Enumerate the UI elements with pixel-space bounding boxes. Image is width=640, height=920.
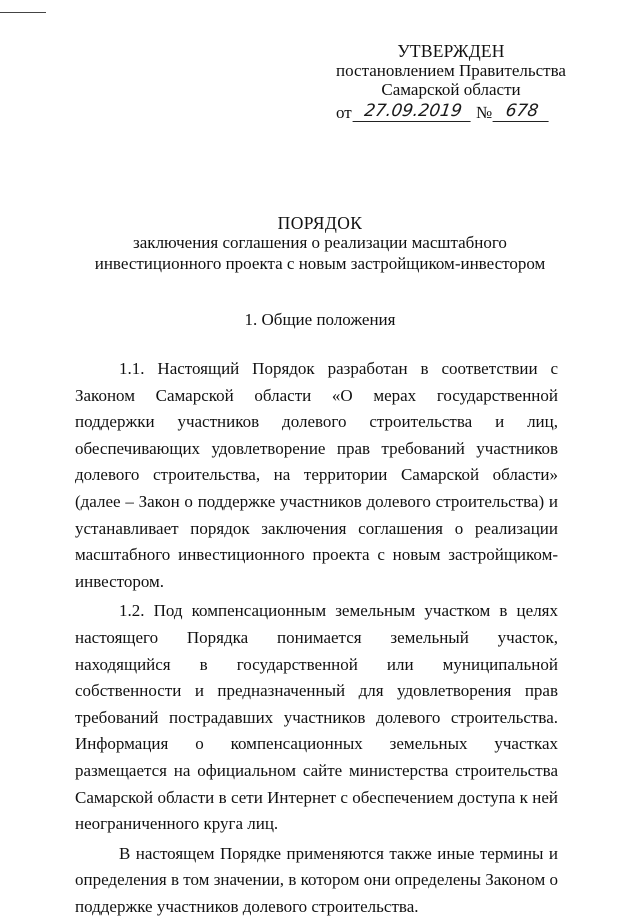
paragraph-terms: В настоящем Порядке применяются также иные термины и определения в том значении, в котором они определены Законом о поддержке участников долевого строительства. — [75, 843, 558, 916]
document-title: ПОРЯДОК — [277, 213, 363, 233]
approval-number-handwritten: 678 — [493, 101, 552, 122]
document-subtitle: заключения соглашения о реализации масштабного инвестиционного проекта с новым застройщиком-инвестором — [94, 233, 546, 273]
approval-date-handwritten: 27.09.2019 — [352, 101, 473, 122]
approval-number-label: № — [475, 103, 493, 122]
section-heading: 1. Общие положения — [244, 310, 396, 329]
approval-line-2: Самарской области — [381, 80, 521, 99]
approval-line-1: постановлением Правительства — [336, 61, 566, 80]
paragraph-1-1: 1.1. Настоящий Порядок разработан в соответствии с Законом Самарской области «О мерах государственной поддержки участников долевого строительства и лиц, обеспечивающих удовлетворение прав требований участников долевого строительства, на территории Самарской области» (далее – Закон о поддержке участников долевого строительства) и устанавливает порядок заключения соглашения о реализации масштабного инвестиционного проекта с новым застройщиком-инвестором. — [75, 359, 558, 591]
approval-stamp — [336, 42, 566, 127]
section-body — [75, 356, 558, 920]
approval-date-number-line — [336, 101, 566, 127]
scan-edge-mark — [0, 12, 46, 13]
paragraph-1-2: 1.2. Под компенсационным земельным участком в целях настоящего Порядка понимается земельный участок, находящийся в государственной или муниципальной собственности и предназначенный для удовлетворения прав требований пострадавших участников долевого строительства. Информация о компенсационных земельных участках размещается на официальном сайте министерства строительства Самарской области в сети Интернет с обеспечением доступа к ней неограниченного круга лиц. — [75, 601, 558, 834]
approval-title: УТВЕРЖДЕН — [397, 41, 505, 61]
approval-from-label: от — [336, 103, 352, 122]
